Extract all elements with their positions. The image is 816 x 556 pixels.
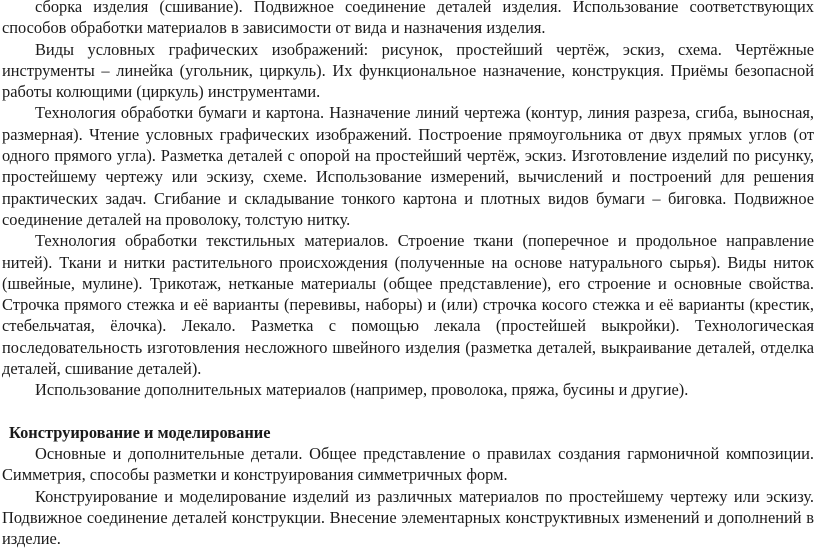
paragraph-paper-technology: Технология обработки бумаги и картона. Назначение линий чертежа (контур, линия разреза, сгиба, выносная, размерная). Чтение условных графических изображений. Построение прямоугольника от двух прямых углов (от одного прямого угла). Разметка деталей с опорой на простейший чертёж, эскиз. Изготовление изделий по рисунку, простейшему чертежу или эскизу, схеме. Использование измерений, вычислений и построений для решения практических задач. Сгибание и складывание тонкого картона и плотных видов бумаги – биговка. Подвижное соединение деталей на проволоку, толстую нитку. (2, 103, 814, 229)
paragraph-textile-technology: Технология обработки текстильных материалов. Строение ткани (поперечное и продольное направление нитей). Ткани и нитки растительного происхождения (полученные на основе натурального сырья). Виды ниток (швейные, мулине). Трикотаж, нетканые материалы (общее представление), его строение и основные свойства. Строчка прямого стежка и её варианты (перевивы, наборы) и (или) строчка косого стежка и её варианты (крестик, стебельчатая, ёлочка). Лекало. Разметка с помощью лекала (простейшей выкройки). Технологическая последовательность изготовления несложного швейного изделия (разметка деталей, выкраивание деталей, отделка деталей, сшивание деталей). (2, 231, 814, 379)
paragraph-construction: Конструирование и моделирование изделий из различных материалов по простейшему чертежу или эскизу. Подвижное соединение деталей конструкции. Внесение элементарных конструктивных изменений и дополнений в изделие. (2, 486, 814, 549)
paragraph-basic-details: Основные и дополнительные детали. Общее представление о правилах создания гармоничной композиции. Симметрия, способы разметки и конструирования симметричных форм. (2, 443, 814, 485)
section-heading: Конструирование и моделирование (9, 422, 271, 442)
paragraph-assembly: сборка изделия (сшивание). Подвижное соединение деталей изделия. Использование соответствующих способов обработки материалов в зависимости от вида и назначения изделия. (2, 0, 814, 38)
paragraph-graphic-images: Виды условных графических изображений: рисунок, простейший чертёж, эскиз, схема. Чертёжные инструменты – линейка (угольник, циркуль). Их функциональное назначение, конструкция. Приёмы безопасной работы колющими (циркуль) инструментами. (2, 39, 814, 102)
paragraph-additional-materials: Использование дополнительных материалов (например, проволока, пряжа, бусины и другие). (35, 380, 689, 400)
